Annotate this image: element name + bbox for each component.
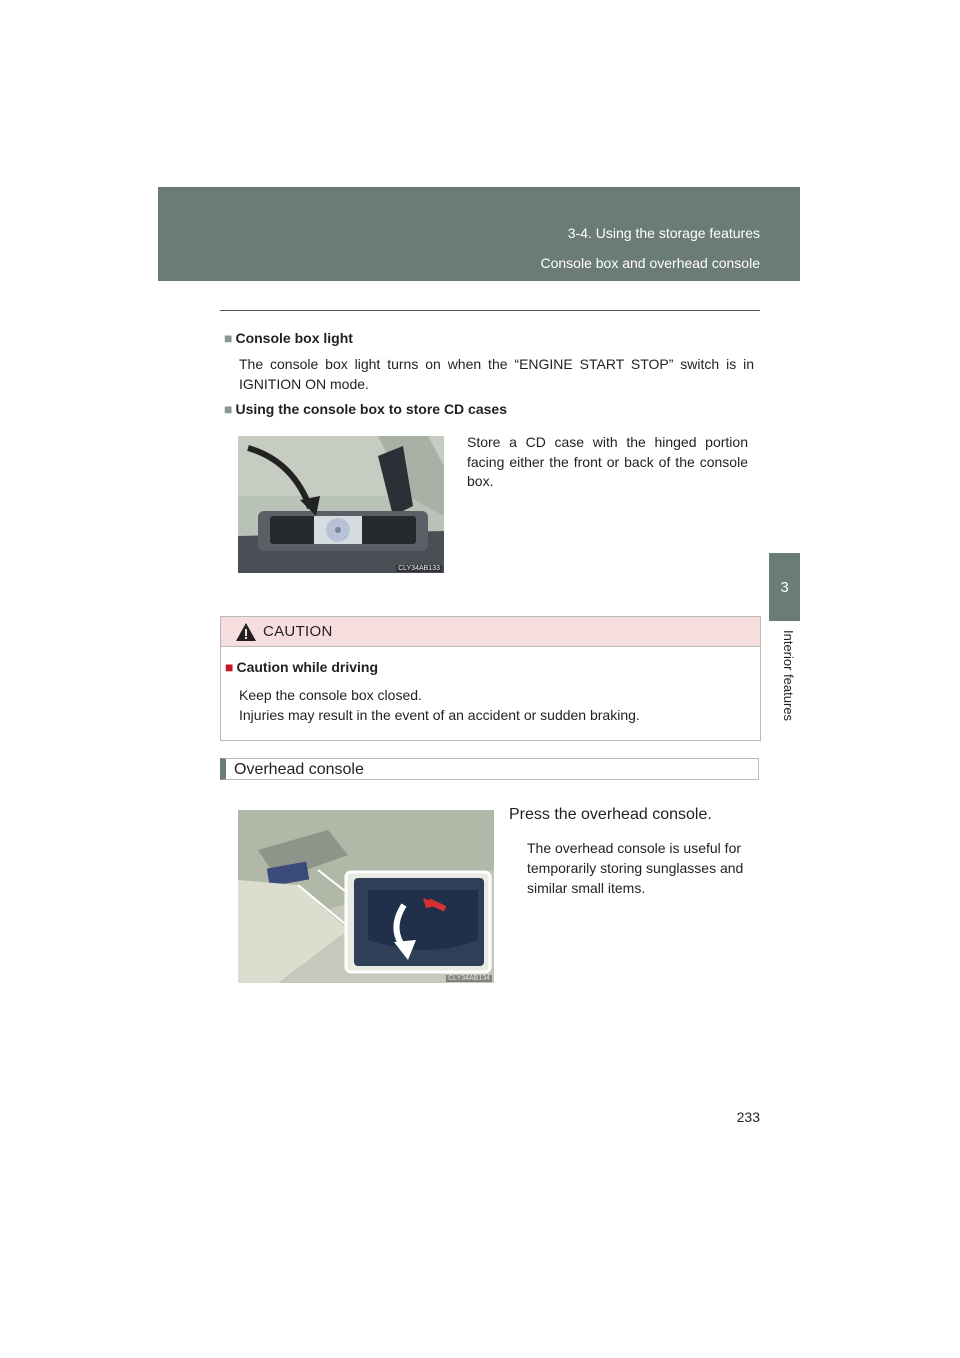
chapter-tab: 3 [769,553,800,621]
figure-code: CLY34AB133 [398,565,440,572]
section-title: 3-4. Using the storage features [567,225,760,241]
overhead-console-illustration [238,810,494,983]
step-instruction: Press the overhead console. [509,806,712,823]
overhead-console-figure [238,810,494,983]
caution-title: CAUTION [263,623,333,640]
console-light-heading: ■ Console box light [224,330,353,346]
top-rule [220,310,760,311]
square-bullet-icon: ■ [224,330,233,346]
page-number: 233 [736,1109,760,1125]
square-bullet-icon: ■ [225,659,234,675]
caution-header [221,617,760,647]
figure-code: CLY34AB134 [448,975,490,982]
caution-box [220,616,761,741]
overhead-console-heading: Overhead console [220,758,759,780]
square-bullet-icon: ■ [224,401,233,417]
cd-cases-heading: ■ Using the console box to store CD cases [224,401,507,417]
console-light-text: The console box light turns on when the “ENGINE START STOP” switch is in IGNITION ON mode. [239,356,754,392]
caution-text [239,685,640,725]
console-box-illustration [238,436,444,573]
cd-cases-text: Store a CD case with the hinged portion facing either the front or back of the console box. [467,434,748,489]
chapter-label: Interior features [781,630,796,722]
header-band [158,187,800,281]
step-description: The overhead console is useful for temporarily storing sunglasses and similar small items. [527,840,744,896]
console-box-figure [238,436,444,573]
caution-item-heading: ■ Caution while driving [225,659,379,675]
page-title: Console box and overhead console [540,255,760,271]
warning-triangle-icon [235,622,257,642]
caution-line: Injuries may result in the event of an accident or sudden braking. [239,707,640,723]
caution-line: Keep the console box closed. [239,687,422,703]
